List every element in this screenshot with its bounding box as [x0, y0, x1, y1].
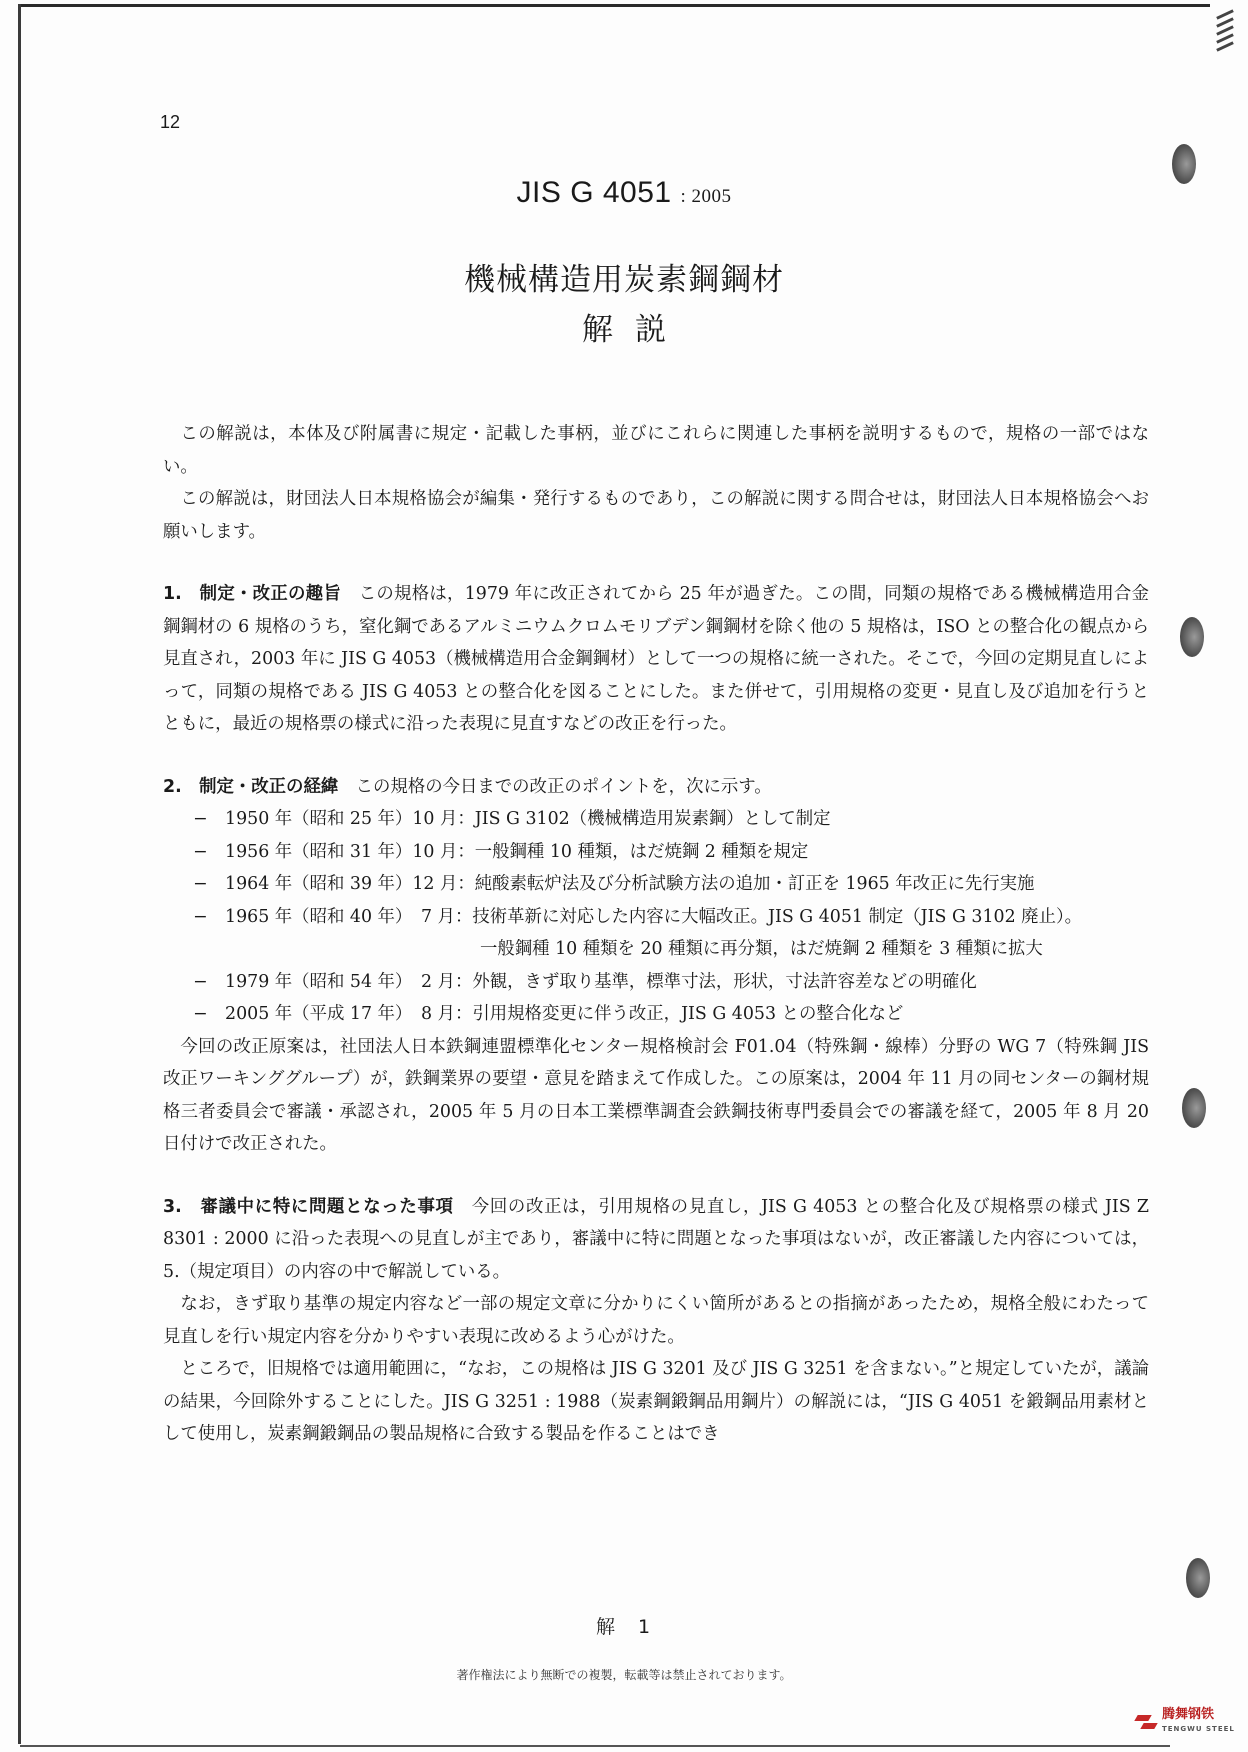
list-item: − 1979 年（昭和 54 年） 2 月：外観，きず取り基準，標準寸法，形状，寸法許容差などの明確化	[193, 971, 977, 992]
document-subtitle: 解説	[582, 312, 688, 348]
section-2	[163, 771, 1149, 804]
list-item: − 1950 年（昭和 25 年）10 月：JIS G 3102（機械構造用炭素鋼）として制定	[193, 809, 831, 829]
section-1-heading: 1. 制定・改正の趣旨	[163, 584, 342, 604]
copyright-notice: 著作権法により無断での複製，転載等は禁止されております。	[456, 1668, 792, 1682]
intro-paragraph-2: この解説は，財団法人日本規格協会が編集・発行するものであり，この解説に関する問合せは，財団法人日本規格協会へお願いします。	[163, 489, 1149, 542]
section-1	[163, 578, 1149, 741]
corner-scan-marks	[1208, 8, 1238, 68]
standard-code	[0, 176, 1248, 210]
list-item-continuation: 一般鋼種 10 種類を 20 種類に再分類，はだ焼鋼 2 種類を 3 種類に拡大	[480, 939, 1043, 959]
history-list	[163, 803, 1149, 1031]
punch-hole-icon	[1180, 617, 1204, 657]
page-number: 12	[160, 112, 181, 132]
section-3	[163, 1191, 1149, 1289]
logo-subtext: TENGWU STEEL	[1162, 1725, 1235, 1733]
scan-edge-bottom	[20, 1745, 1170, 1747]
section-3-heading: 3. 審議中に特に問題となった事項	[163, 1196, 454, 1217]
footer-page-number: 解 1	[595, 1616, 653, 1638]
standard-number: JIS G 4051	[516, 176, 672, 209]
section-3-paragraph-3: ところで，旧規格では適用範囲に，“なお，この規格は JIS G 3201 及び JIS G 3251 を含まない。”と規定していたが，議論の結果，今回除外することにした。JIS G 3251 : 1988（炭素鋼鍛鋼品用鋼片）の解説には，“JIS G 4051 を鍛鋼品用素材として使用し，炭素鋼鍛鋼品の製品規格に合致する製品を作ることはでき	[163, 1359, 1149, 1444]
list-item: − 1965 年（昭和 40 年） 7 月：技術革新に対応した内容に大幅改正。JIS G 4051 制定（JIS G 3102 廃止）。	[193, 906, 1083, 927]
list-item: − 1956 年（昭和 31 年）10 月：一般鋼種 10 種類，はだ焼鋼 2 種類を規定	[193, 841, 809, 862]
document-title: 機械構造用炭素鋼鋼材	[464, 262, 784, 298]
section-3-paragraph-2: なお，きず取り基準の規定内容など一部の規定文章に分かりにくい箇所があるとの指摘があったため，規格全般にわたって見直しを行い規定内容を分かりやすい表現に改めるよう心がけた。	[163, 1294, 1149, 1347]
document-body	[163, 418, 1149, 1451]
intro-paragraph-1: この解説は，本体及び附属書に規定・記載した事柄，並びにこれらに関連した事柄を説明するもので，規格の一部ではない。	[163, 424, 1149, 477]
section-2-heading: 2. 制定・改正の経緯	[163, 776, 339, 797]
logo-text: 腾舞钢铁	[1162, 1707, 1215, 1722]
section-2-closing: 今回の改正原案は，社団法人日本鉄鋼連盟標準化センター規格検討会 F01.04（特殊鋼・線棒）分野の WG 7（特殊鋼 JIS 改正ワーキンググループ）が，鉄鋼業界の要望・意見を踏まえて作成した。この原案は，2004 年 11 月の同センターの鋼材規格三者委員会で審議・承認され，2005 年 5 月の日本工業標準調査会鉄鋼技術専門委員会での審議を経て，2005 年 8 月 20 日付けで改正された。	[163, 1036, 1149, 1154]
punch-hole-icon	[1182, 1088, 1206, 1128]
list-item: − 2005 年（平成 17 年） 8 月：引用規格変更に伴う改正，JIS G 4053 との整合化など	[193, 1004, 904, 1024]
section-1-text: この規格は，1979 年に改正されてから 25 年が過ぎた。この間，同類の規格である機械構造用合金鋼鋼材の 6 規格のうち，窒化鋼であるアルミニウムクロムモリブデン鋼鋼材を除く他の 5 規格は，ISO との整合化の観点から見直され，2003 年に JIS G 4053（機械構造用合金鋼鋼材）として一つの規格に統一された。そこで，今回の定期見直しによって，同類の規格である JIS G 4053 との整合化を図ることにした。また併せて，引用規格の変更・見直し及び追加を行うとともに，最近の規格票の様式に沿った表現に見直すなどの改正を行った。	[163, 584, 1149, 734]
standard-year: : 2005	[680, 186, 732, 207]
section-2-text: この規格の今日までの改正のポイントを，次に示す。	[355, 776, 772, 797]
section-3-text: 今回の改正は，引用規格の見直し，JIS G 4053 との整合化及び規格票の様式 JIS Z 8301 : 2000 に沿った表現への見直しが主であり，審議中に特に問題となった事項はないが，改正審議した内容については，5.（規定項目）の内容の中で解説している。	[163, 1196, 1149, 1282]
scan-edge-top	[20, 4, 1210, 7]
punch-hole-icon	[1186, 1558, 1210, 1598]
list-item: − 1964 年（昭和 39 年）12 月：純酸素転炉法及び分析試験方法の追加・訂正を 1965 年改正に先行実施	[193, 874, 1035, 894]
watermark-logo	[1134, 1708, 1235, 1736]
logo-mark-icon	[1134, 1711, 1162, 1733]
